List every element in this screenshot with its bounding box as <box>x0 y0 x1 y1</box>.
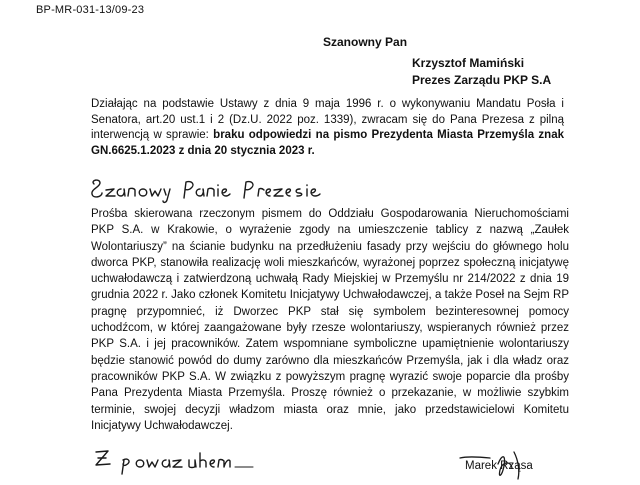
handwritten-closing-drawing <box>92 446 272 476</box>
handwritten-closing <box>92 446 272 481</box>
salutation: Szanowny Pan <box>323 35 408 49</box>
body-paragraph <box>91 206 569 434</box>
recipient-name: Krzysztof Mamiński <box>412 56 525 70</box>
intro-subject: braku odpowiedzi na pismo Prezydenta Miasta Przemyśla znak GN.6625.1.2023 z dnia 20 stycznia 2023 r. <box>91 129 565 157</box>
handwritten-greeting-drawing <box>88 176 348 204</box>
document-reference: BP-MR-031-13/09-23 <box>36 4 145 16</box>
intro-paragraph <box>91 97 564 159</box>
signer-name: Marek Rząsa <box>465 460 533 472</box>
body-text: Prośba skierowana rzeczonym pismem do Oddziału Gospodarowania Nieruchomościami PKP S.A. w Krakowie, o wyrażenie zgody na umieszczenie tablicy z nazwą „Zaułek Wolontariuszy” na ścianie budynku na przedłużeniu fasady przy wejściu do głównego holu dworca PKP, stanowiła realizację woli mieszkańców, wyrażonej poprzez społeczną inicjatywę uchwałodawczą i zatwierdzoną uchwałą Rady Miejskiej w Przemyślu nr 214/2022 z dnia 19 grudnia 2022 r. Jako członek Komitetu Inicjatywy Uchwałodawczej, a także Poseł na Sejm RP pragnę przypomnieć, iż Dworzec PKP stał się symbolem bezinteresownej pomocy uchodźcom, w której zaangażowane były rzesze wolontariuszy, wspieranych również przez PKP S.A. i jej pracowników. Zatem wspomniane symboliczne upamiętnienie wolontariuszy będzie stanowić powód do dumy zarówno dla mieszkańców Przemyśla, jak i dla władz oraz pracowników PKP S.A. W związku z powyższym pragnę wyrazić swoje poparcie dla prośby Pana Prezydenta Miasta Przemyśla. Proszę również o przekazanie, w możliwie szybkim terminie, swojej decyzji władzom miasta oraz mnie, jako przedstawicielowi Komitetu Inicjatywy Uchwałodawczej. <box>91 208 569 432</box>
handwritten-greeting <box>88 176 348 209</box>
recipient-title: Prezes Zarządu PKP S.A <box>412 73 552 87</box>
intro-text: Działając na podstawie Ustawy z dnia 9 maja 1996 r. o wykonywaniu Mandatu Posła i Senatora, art.20 ust.1 i 2 (Dz.U. 2022 poz. 1339), zwracam się do Pana Prezesa z pilną interwencją w sprawie: <box>91 98 564 141</box>
